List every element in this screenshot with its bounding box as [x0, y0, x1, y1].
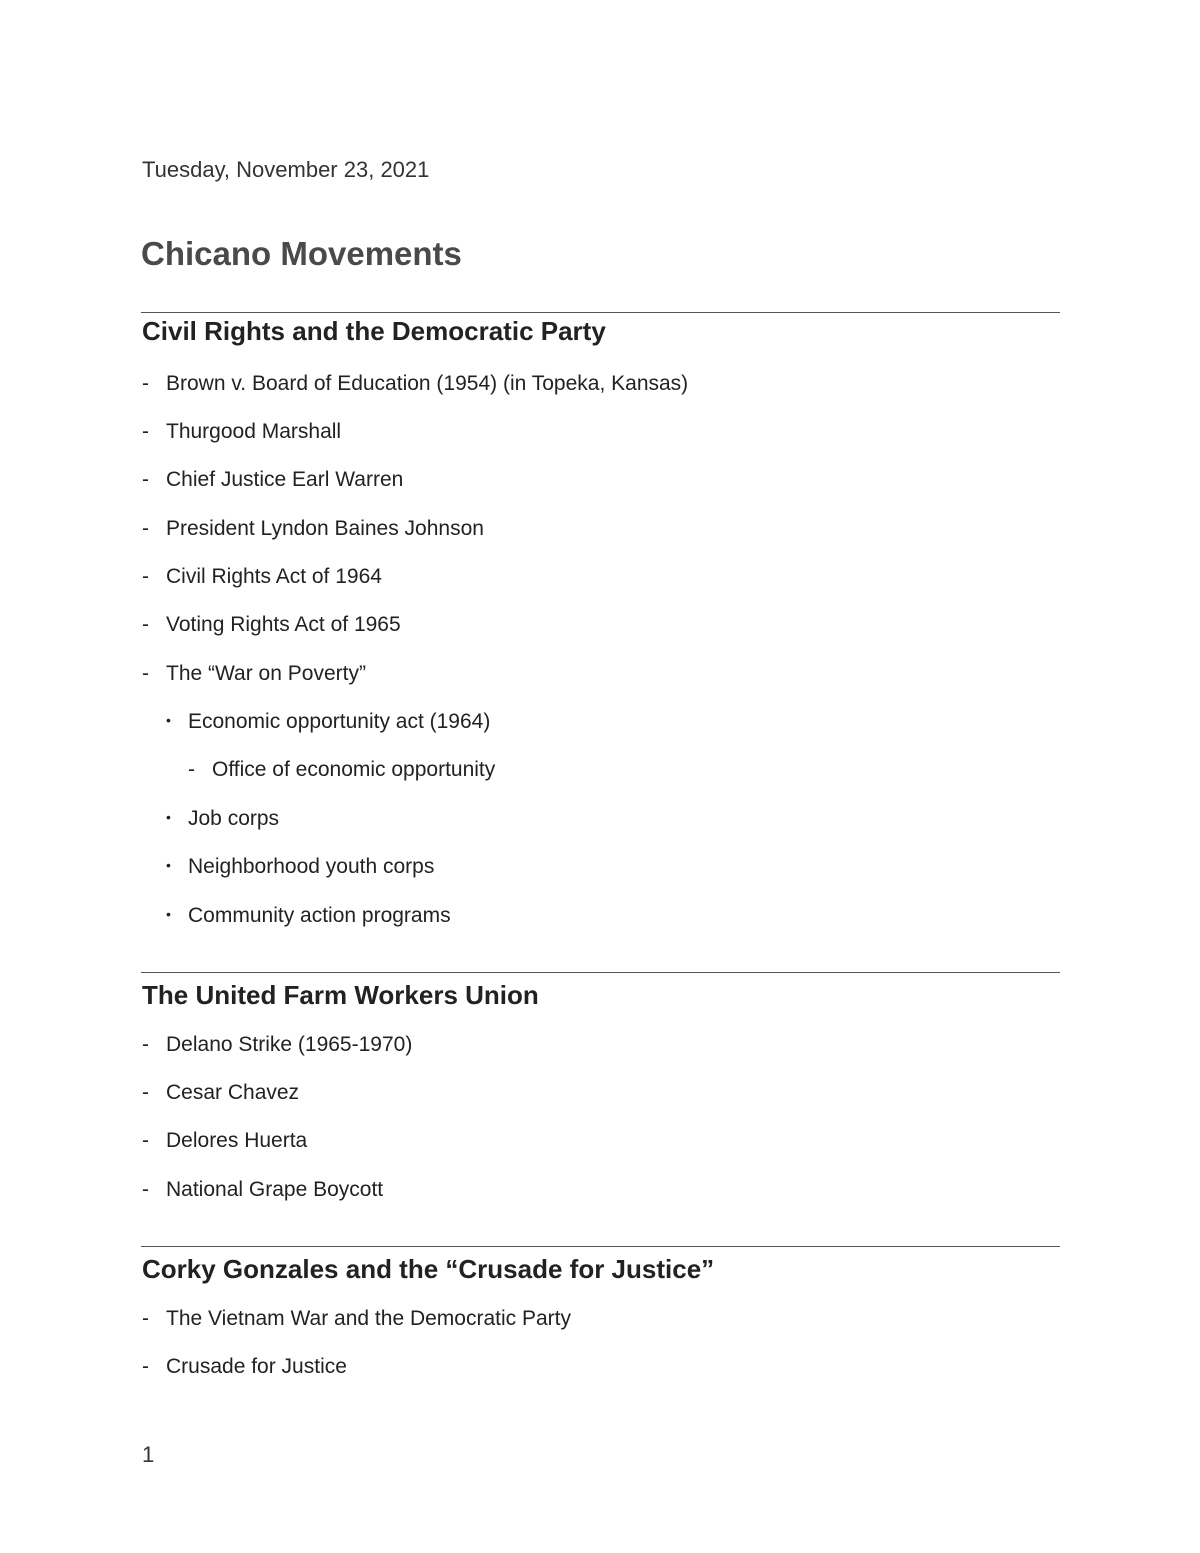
list-item-text: The Vietnam War and the Democratic Party [166, 1307, 571, 1330]
list-item-text: Office of economic opportunity [212, 758, 496, 781]
list-item [142, 372, 688, 396]
dash-marker: - [142, 1129, 149, 1152]
list-item-text: Crusade for Justice [166, 1355, 347, 1378]
dash-marker: - [142, 662, 149, 685]
section-divider [141, 312, 1060, 313]
list-item-text: Community action programs [188, 904, 451, 927]
page-number: 1 [142, 1442, 155, 1467]
list-item [142, 1355, 347, 1379]
dash-marker: - [142, 565, 149, 588]
bullet-marker: • [166, 906, 171, 922]
list-item [166, 710, 490, 734]
bullet-marker: • [166, 857, 171, 873]
list-item-text: Voting Rights Act of 1965 [166, 613, 401, 636]
list-item-text: President Lyndon Baines Johnson [166, 517, 484, 540]
section-civil-rights [141, 312, 1060, 346]
list-item-text: Economic opportunity act (1964) [188, 710, 491, 733]
list-item [142, 565, 382, 589]
dash-marker: - [142, 468, 149, 491]
list-item [142, 613, 401, 637]
list-item [142, 1178, 383, 1202]
bullet-marker: • [166, 712, 171, 728]
list-item [166, 807, 279, 831]
dash-marker: - [188, 758, 195, 781]
dash-marker: - [142, 1355, 149, 1378]
list-item [166, 855, 434, 879]
section-farm-workers [141, 972, 1060, 1010]
list-item [142, 420, 341, 444]
list-item-text: Brown v. Board of Education (1954) (in Topeka, Kansas) [166, 372, 689, 395]
list-item [142, 1307, 571, 1331]
section-crusade-for-justice [141, 1246, 1060, 1284]
list-item-text: Job corps [188, 807, 280, 830]
section-heading: The United Farm Workers Union [142, 980, 539, 1010]
dash-marker: - [142, 372, 149, 395]
dash-marker: - [142, 1307, 149, 1330]
document-title: Chicano Movements [141, 235, 462, 272]
section-divider [141, 1246, 1060, 1247]
section-divider [141, 972, 1060, 973]
dash-marker: - [142, 420, 149, 443]
section-heading: Corky Gonzales and the “Crusade for Justice” [142, 1254, 715, 1284]
dash-marker: - [142, 1033, 149, 1056]
document-date: Tuesday, November 23, 2021 [142, 157, 430, 182]
list-item [188, 758, 495, 782]
list-item-text: National Grape Boycott [166, 1178, 384, 1201]
section-heading: Civil Rights and the Democratic Party [142, 316, 606, 346]
list-item-text: Neighborhood youth corps [188, 855, 435, 878]
list-item-text: Cesar Chavez [166, 1081, 300, 1104]
dash-marker: - [142, 613, 149, 636]
list-item [142, 1129, 307, 1153]
list-item [142, 468, 403, 492]
list-item-text: Thurgood Marshall [166, 420, 342, 443]
list-item-text: Delano Strike (1965-1970) [166, 1033, 413, 1056]
dash-marker: - [142, 517, 149, 540]
dash-marker: - [142, 1178, 149, 1201]
list-item [142, 662, 366, 686]
list-item [142, 517, 484, 541]
list-item [142, 1081, 299, 1105]
dash-marker: - [142, 1081, 149, 1104]
list-item [142, 1033, 412, 1057]
list-item-text: Chief Justice Earl Warren [166, 468, 404, 491]
list-item-text: Civil Rights Act of 1964 [166, 565, 382, 588]
bullet-marker: • [166, 809, 171, 825]
list-item-text: Delores Huerta [166, 1129, 308, 1152]
list-item [166, 904, 451, 928]
list-item-text: The “War on Poverty” [166, 662, 366, 685]
